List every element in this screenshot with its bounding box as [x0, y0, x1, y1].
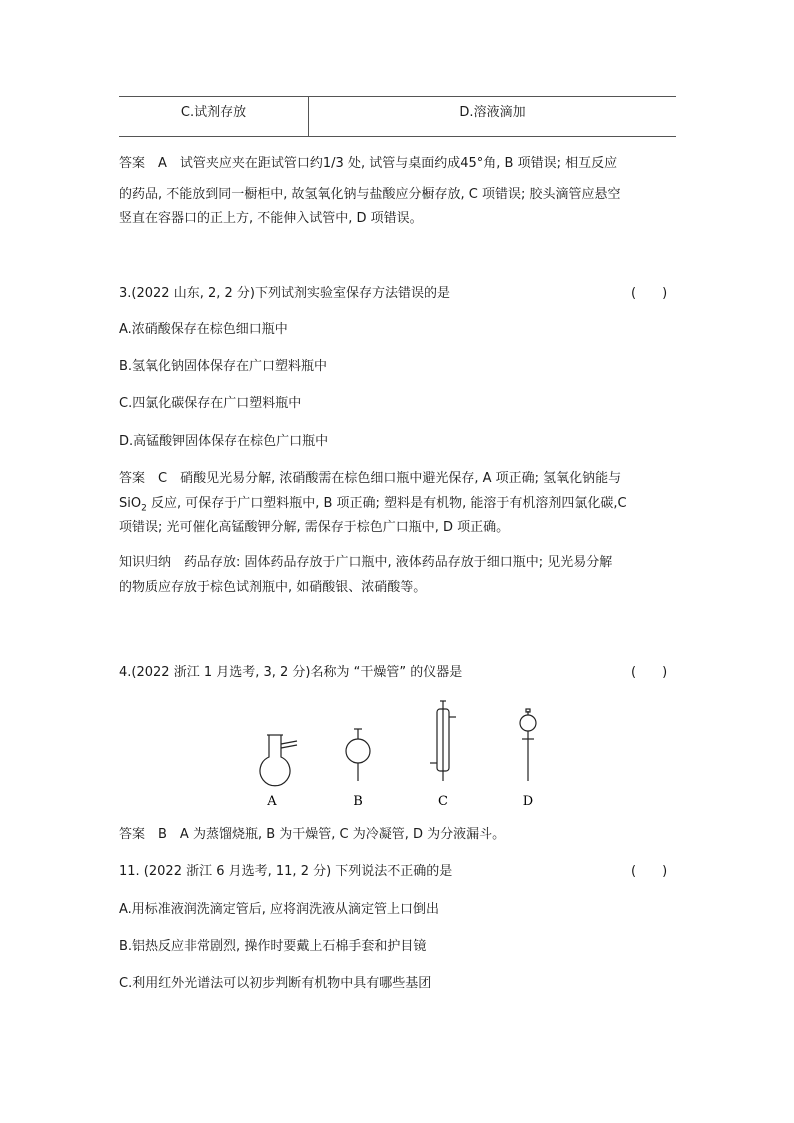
separatory-funnel-icon [520, 709, 536, 781]
q3-answer-line-2-text: 反应, 可保存于广口塑料瓶中, B 项正确; 塑料是有机物, 能溶于有机溶剂四氯化碳,C [146, 496, 627, 511]
q4-answer-bracket: ( ) [631, 665, 668, 680]
q11-stem: 11. (2022 浙江 6 月选考, 11, 2 分) 下列说法不正确的是 [119, 864, 453, 879]
q4-answer: 答案 B A 为蒸馏烧瓶, B 为干燥管, C 为冷凝管, D 为分液漏斗。 [119, 827, 506, 842]
sio2-formula: SiO [119, 496, 142, 511]
drying-tube-icon [346, 729, 370, 781]
table-top-rule [119, 96, 676, 97]
table-cell-c: C.试剂存放 [180, 105, 247, 120]
condenser-icon [430, 701, 456, 781]
knowledge-summary-line-2: 的物质应存放于棕色试剂瓶中, 如硝酸银、浓硝酸等。 [119, 580, 427, 595]
table-bottom-rule [119, 136, 676, 137]
q3-option-c: C.四氯化碳保存在广口塑料瓶中 [119, 396, 302, 411]
q3-option-b: B.氢氧化钠固体保存在广口塑料瓶中 [119, 359, 328, 374]
table-cell-d: D.溶液滴加 [459, 105, 526, 120]
q11-option-c: C.利用红外光谱法可以初步判断有机物中具有哪些基团 [119, 976, 432, 991]
q3-answer-line-2 [119, 492, 627, 514]
q4-stem: 4.(2022 浙江 1 月选考, 3, 2 分)名称为 “干燥管” 的仪器是 [119, 665, 463, 680]
figure-label-d: D [522, 794, 534, 809]
q3-option-d: D.高锰酸钾固体保存在棕色广口瓶中 [119, 434, 329, 449]
q11-option-b: B.铝热反应非常剧烈, 操作时要戴上石棉手套和护目镜 [119, 939, 427, 954]
knowledge-summary-line-1: 知识归纳 药品存放: 固体药品存放于广口瓶中, 液体药品存放于细口瓶中; 见光易分解 [119, 555, 613, 570]
q3-stem: 3.(2022 山东, 2, 2 分)下列试剂实验室保存方法错误的是 [119, 286, 450, 301]
q3-answer-bracket: ( ) [631, 286, 668, 301]
q11-answer-bracket: ( ) [631, 864, 668, 879]
apparatus-figure [0, 695, 794, 815]
q3-answer-line-1: 答案 C 硝酸见光易分解, 浓硝酸需在棕色细口瓶中避光保存, A 项正确; 氢氧化钠能与 [119, 471, 622, 486]
q3-option-a: A.浓硝酸保存在棕色细口瓶中 [119, 322, 288, 337]
answer-prev-line-1: 答案 A 试管夹应夹在距试管口约1/3 处, 试管与桌面约成45°角, B 项错误; 相互反应 [119, 156, 618, 171]
q11-option-a: A.用标准液润洗滴定管后, 应将润洗液从滴定管上口倒出 [119, 902, 440, 917]
answer-prev-line-3: 竖直在容器口的正上方, 不能伸入试管中, D 项错误。 [119, 211, 423, 226]
q3-answer-line-3: 项错误; 光可催化高锰酸钾分解, 需保存于棕色广口瓶中, D 项正确。 [119, 520, 510, 535]
figure-label-a: A [267, 794, 277, 809]
distillation-flask-icon [260, 735, 297, 786]
figure-label-c: C [438, 794, 448, 809]
figure-label-b: B [353, 794, 363, 809]
sio2-subscript: 2 [141, 503, 147, 514]
answer-prev-line-2: 的药品, 不能放到同一橱柜中, 故氢氧化钠与盐酸应分橱存放, C 项错误; 胶头滴管应悬空 [119, 187, 621, 202]
